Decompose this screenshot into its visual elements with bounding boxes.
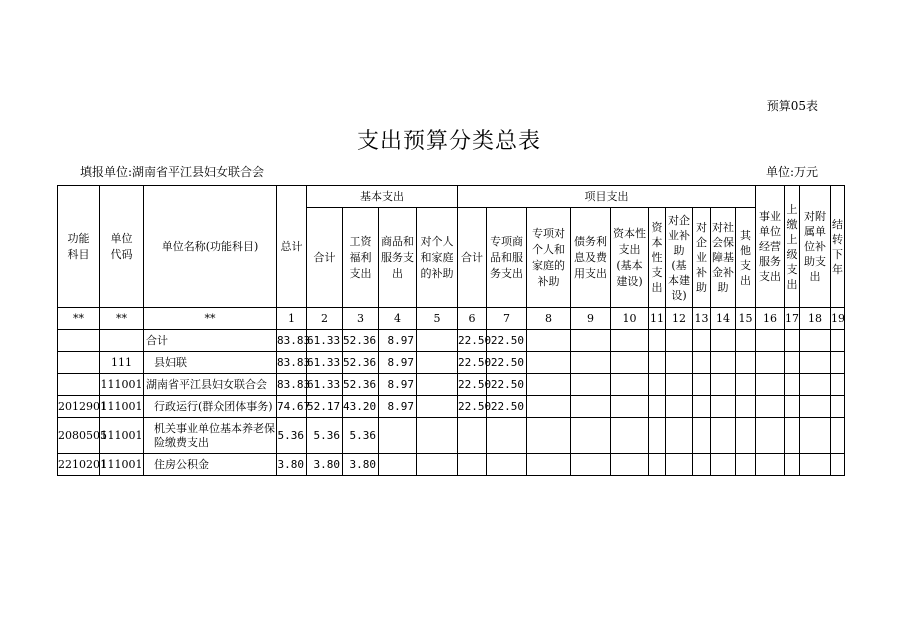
personal-cell bbox=[417, 352, 458, 374]
empty-cell bbox=[831, 454, 845, 476]
unit-code-cell bbox=[100, 330, 144, 352]
page-title: 支出预算分类总表 bbox=[356, 129, 541, 154]
unit-name-cell: 湖南省平江县妇女联合会 bbox=[144, 374, 277, 396]
func-subject-cell bbox=[58, 374, 100, 396]
empty-cell bbox=[571, 396, 611, 418]
empty-cell bbox=[693, 352, 711, 374]
empty-cell bbox=[831, 352, 845, 374]
personal-cell bbox=[417, 396, 458, 418]
special-goods-cell: 22.50 bbox=[487, 352, 527, 374]
header-enterprise-subsidy: 对 企 业 补 助 bbox=[693, 208, 711, 308]
table-body bbox=[58, 330, 845, 476]
empty-cell bbox=[571, 330, 611, 352]
empty-cell bbox=[527, 330, 571, 352]
header-salary-welfare: 工资 福利 支出 bbox=[343, 208, 379, 308]
empty-cell bbox=[571, 352, 611, 374]
empty-cell bbox=[649, 374, 666, 396]
unit-code-cell: 111001 bbox=[100, 396, 144, 418]
header-carry-forward: 结 转 下 年 bbox=[831, 186, 845, 308]
empty-cell bbox=[800, 396, 831, 418]
empty-cell bbox=[666, 454, 693, 476]
empty-cell bbox=[756, 418, 785, 454]
empty-cell bbox=[800, 418, 831, 454]
total-cell: 83.83 bbox=[277, 374, 307, 396]
colnum-cell: 5 bbox=[417, 308, 458, 330]
empty-cell bbox=[527, 352, 571, 374]
table-row bbox=[58, 352, 845, 374]
goods-cell: 8.97 bbox=[379, 330, 417, 352]
table-row bbox=[58, 418, 845, 454]
total-cell: 5.36 bbox=[277, 418, 307, 454]
header-special-personal: 专项对 个人和 家庭的 补助 bbox=[527, 208, 571, 308]
empty-cell bbox=[611, 418, 649, 454]
func-subject-cell: 2080505 bbox=[58, 418, 100, 454]
header-project-total: 合计 bbox=[458, 208, 487, 308]
empty-cell bbox=[711, 396, 736, 418]
total-cell: 83.83 bbox=[277, 352, 307, 374]
empty-cell bbox=[527, 396, 571, 418]
empty-cell bbox=[756, 330, 785, 352]
empty-cell bbox=[666, 396, 693, 418]
header-project-expenditure: 项目支出 bbox=[458, 186, 756, 208]
empty-cell bbox=[711, 330, 736, 352]
empty-cell bbox=[666, 374, 693, 396]
empty-cell bbox=[693, 418, 711, 454]
empty-cell bbox=[831, 374, 845, 396]
header-capital-basic: 资本性 支出 (基本 建设) bbox=[611, 208, 649, 308]
empty-cell bbox=[736, 352, 756, 374]
header-enterprise-basic: 对企 业补 助 (基 本建 设) bbox=[666, 208, 693, 308]
func-subject-cell bbox=[58, 330, 100, 352]
personal-cell bbox=[417, 454, 458, 476]
project-total-cell bbox=[458, 454, 487, 476]
colnum-cell: 1 bbox=[277, 308, 307, 330]
func-subject-cell bbox=[58, 352, 100, 374]
basic-total-cell: 5.36 bbox=[307, 418, 343, 454]
empty-cell bbox=[736, 454, 756, 476]
table-row bbox=[58, 330, 845, 352]
header-special-goods: 专项商 品和服 务支出 bbox=[487, 208, 527, 308]
header-biz-unit-service: 事业 单位 经营 服务 支出 bbox=[756, 186, 785, 308]
total-cell: 83.83 bbox=[277, 330, 307, 352]
empty-cell bbox=[649, 330, 666, 352]
salary-cell: 52.36 bbox=[343, 330, 379, 352]
project-total-cell: 22.50 bbox=[458, 330, 487, 352]
salary-cell: 52.36 bbox=[343, 374, 379, 396]
empty-cell bbox=[666, 418, 693, 454]
colnum-cell: 14 bbox=[711, 308, 736, 330]
unit-code-cell: 111001 bbox=[100, 418, 144, 454]
colnum-cell: 4 bbox=[379, 308, 417, 330]
personal-cell bbox=[417, 330, 458, 352]
empty-cell bbox=[756, 396, 785, 418]
unit-name-cell: 合计 bbox=[144, 330, 277, 352]
special-goods-cell bbox=[487, 418, 527, 454]
project-total-cell bbox=[458, 418, 487, 454]
empty-cell bbox=[527, 454, 571, 476]
filling-unit: 填报单位:湖南省平江县妇女联合会 bbox=[80, 165, 265, 179]
header-debt-interest: 债务利 息及费 用支出 bbox=[571, 208, 611, 308]
empty-cell bbox=[611, 330, 649, 352]
table-row bbox=[58, 454, 845, 476]
unit-name-cell: 县妇联 bbox=[144, 352, 277, 374]
project-total-cell: 22.50 bbox=[458, 396, 487, 418]
empty-cell bbox=[649, 396, 666, 418]
header-basic-expenditure: 基本支出 bbox=[307, 186, 458, 208]
unit-name-cell: 住房公积金 bbox=[144, 454, 277, 476]
empty-cell bbox=[611, 454, 649, 476]
empty-cell bbox=[611, 352, 649, 374]
goods-cell: 8.97 bbox=[379, 374, 417, 396]
table-row bbox=[58, 374, 845, 396]
empty-cell bbox=[527, 374, 571, 396]
colnum-cell: 9 bbox=[571, 308, 611, 330]
colnum-cell: 17 bbox=[785, 308, 800, 330]
header-goods-services: 商品和 服务支 出 bbox=[379, 208, 417, 308]
colnum-cell: 13 bbox=[693, 308, 711, 330]
empty-cell bbox=[756, 352, 785, 374]
header-unit-name: 单位名称(功能科目) bbox=[144, 186, 277, 308]
empty-cell bbox=[527, 418, 571, 454]
empty-cell bbox=[831, 418, 845, 454]
special-goods-cell bbox=[487, 454, 527, 476]
colnum-cell: 3 bbox=[343, 308, 379, 330]
empty-cell bbox=[693, 374, 711, 396]
basic-total-cell: 61.33 bbox=[307, 330, 343, 352]
colnum-cell: 15 bbox=[736, 308, 756, 330]
colnum-cell: 10 bbox=[611, 308, 649, 330]
empty-cell bbox=[666, 330, 693, 352]
budget-table bbox=[57, 185, 845, 476]
total-cell: 3.80 bbox=[277, 454, 307, 476]
empty-cell bbox=[736, 418, 756, 454]
personal-cell bbox=[417, 418, 458, 454]
unit-code-cell: 111 bbox=[100, 352, 144, 374]
unit-code-cell: 111001 bbox=[100, 374, 144, 396]
project-total-cell: 22.50 bbox=[458, 352, 487, 374]
total-cell: 74.67 bbox=[277, 396, 307, 418]
header-personal-subsidy: 对个人 和家庭 的补助 bbox=[417, 208, 458, 308]
header-total: 总计 bbox=[277, 186, 307, 308]
empty-cell bbox=[736, 330, 756, 352]
currency-unit: 单位:万元 bbox=[765, 165, 818, 179]
empty-cell bbox=[649, 418, 666, 454]
empty-cell bbox=[736, 374, 756, 396]
header-social-security: 对社 会保 障基 金补 助 bbox=[711, 208, 736, 308]
colnum-cell: 8 bbox=[527, 308, 571, 330]
header-upper-level: 上 缴 上 级 支 出 bbox=[785, 186, 800, 308]
unit-name-cell: 行政运行(群众团体事务) bbox=[144, 396, 277, 418]
colnum-cell: ** bbox=[58, 308, 100, 330]
empty-cell bbox=[571, 418, 611, 454]
project-total-cell: 22.50 bbox=[458, 374, 487, 396]
empty-cell bbox=[800, 454, 831, 476]
header-func-subject: 功能 科目 bbox=[58, 186, 100, 308]
empty-cell bbox=[785, 396, 800, 418]
special-goods-cell: 22.50 bbox=[487, 396, 527, 418]
basic-total-cell: 61.33 bbox=[307, 352, 343, 374]
salary-cell: 5.36 bbox=[343, 418, 379, 454]
empty-cell bbox=[693, 396, 711, 418]
goods-cell: 8.97 bbox=[379, 352, 417, 374]
header-basic-total: 合计 bbox=[307, 208, 343, 308]
colnum-cell: 7 bbox=[487, 308, 527, 330]
empty-cell bbox=[666, 352, 693, 374]
empty-cell bbox=[831, 396, 845, 418]
unit-code-cell: 111001 bbox=[100, 454, 144, 476]
empty-cell bbox=[756, 374, 785, 396]
personal-cell bbox=[417, 374, 458, 396]
goods-cell bbox=[379, 418, 417, 454]
form-number: 预算05表 bbox=[766, 99, 818, 113]
colnum-cell: 2 bbox=[307, 308, 343, 330]
colnum-cell: 16 bbox=[756, 308, 785, 330]
header-other: 其 他 支 出 bbox=[736, 208, 756, 308]
colnum-cell: 18 bbox=[800, 308, 831, 330]
salary-cell: 52.36 bbox=[343, 352, 379, 374]
empty-cell bbox=[785, 330, 800, 352]
empty-cell bbox=[571, 454, 611, 476]
empty-cell bbox=[611, 396, 649, 418]
header-subsidiary-subsidy: 对附 属单 位补 助支 出 bbox=[800, 186, 831, 308]
header-unit-code: 单位 代码 bbox=[100, 186, 144, 308]
colnum-cell: 12 bbox=[666, 308, 693, 330]
empty-cell bbox=[800, 374, 831, 396]
goods-cell bbox=[379, 454, 417, 476]
empty-cell bbox=[649, 454, 666, 476]
empty-cell bbox=[831, 330, 845, 352]
salary-cell: 3.80 bbox=[343, 454, 379, 476]
unit-name-cell: 机关事业单位基本养老保险缴费支出 bbox=[144, 418, 277, 454]
func-subject-cell: 2210201 bbox=[58, 454, 100, 476]
empty-cell bbox=[711, 374, 736, 396]
empty-cell bbox=[800, 330, 831, 352]
empty-cell bbox=[785, 352, 800, 374]
colnum-cell: 11 bbox=[649, 308, 666, 330]
empty-cell bbox=[800, 352, 831, 374]
basic-total-cell: 52.17 bbox=[307, 396, 343, 418]
salary-cell: 43.20 bbox=[343, 396, 379, 418]
empty-cell bbox=[693, 330, 711, 352]
empty-cell bbox=[571, 374, 611, 396]
colnum-cell: 6 bbox=[458, 308, 487, 330]
colnum-cell: ** bbox=[144, 308, 277, 330]
empty-cell bbox=[611, 374, 649, 396]
empty-cell bbox=[649, 352, 666, 374]
func-subject-cell: 2012901 bbox=[58, 396, 100, 418]
special-goods-cell: 22.50 bbox=[487, 330, 527, 352]
empty-cell bbox=[756, 454, 785, 476]
goods-cell: 8.97 bbox=[379, 396, 417, 418]
column-number-row bbox=[58, 308, 845, 330]
header-capital: 资 本 性 支 出 bbox=[649, 208, 666, 308]
empty-cell bbox=[785, 418, 800, 454]
empty-cell bbox=[693, 454, 711, 476]
colnum-cell: ** bbox=[100, 308, 144, 330]
empty-cell bbox=[785, 454, 800, 476]
basic-total-cell: 3.80 bbox=[307, 454, 343, 476]
empty-cell bbox=[711, 352, 736, 374]
special-goods-cell: 22.50 bbox=[487, 374, 527, 396]
table-row bbox=[58, 396, 845, 418]
empty-cell bbox=[711, 418, 736, 454]
colnum-cell: 19 bbox=[831, 308, 845, 330]
basic-total-cell: 61.33 bbox=[307, 374, 343, 396]
empty-cell bbox=[711, 454, 736, 476]
empty-cell bbox=[736, 396, 756, 418]
empty-cell bbox=[785, 374, 800, 396]
